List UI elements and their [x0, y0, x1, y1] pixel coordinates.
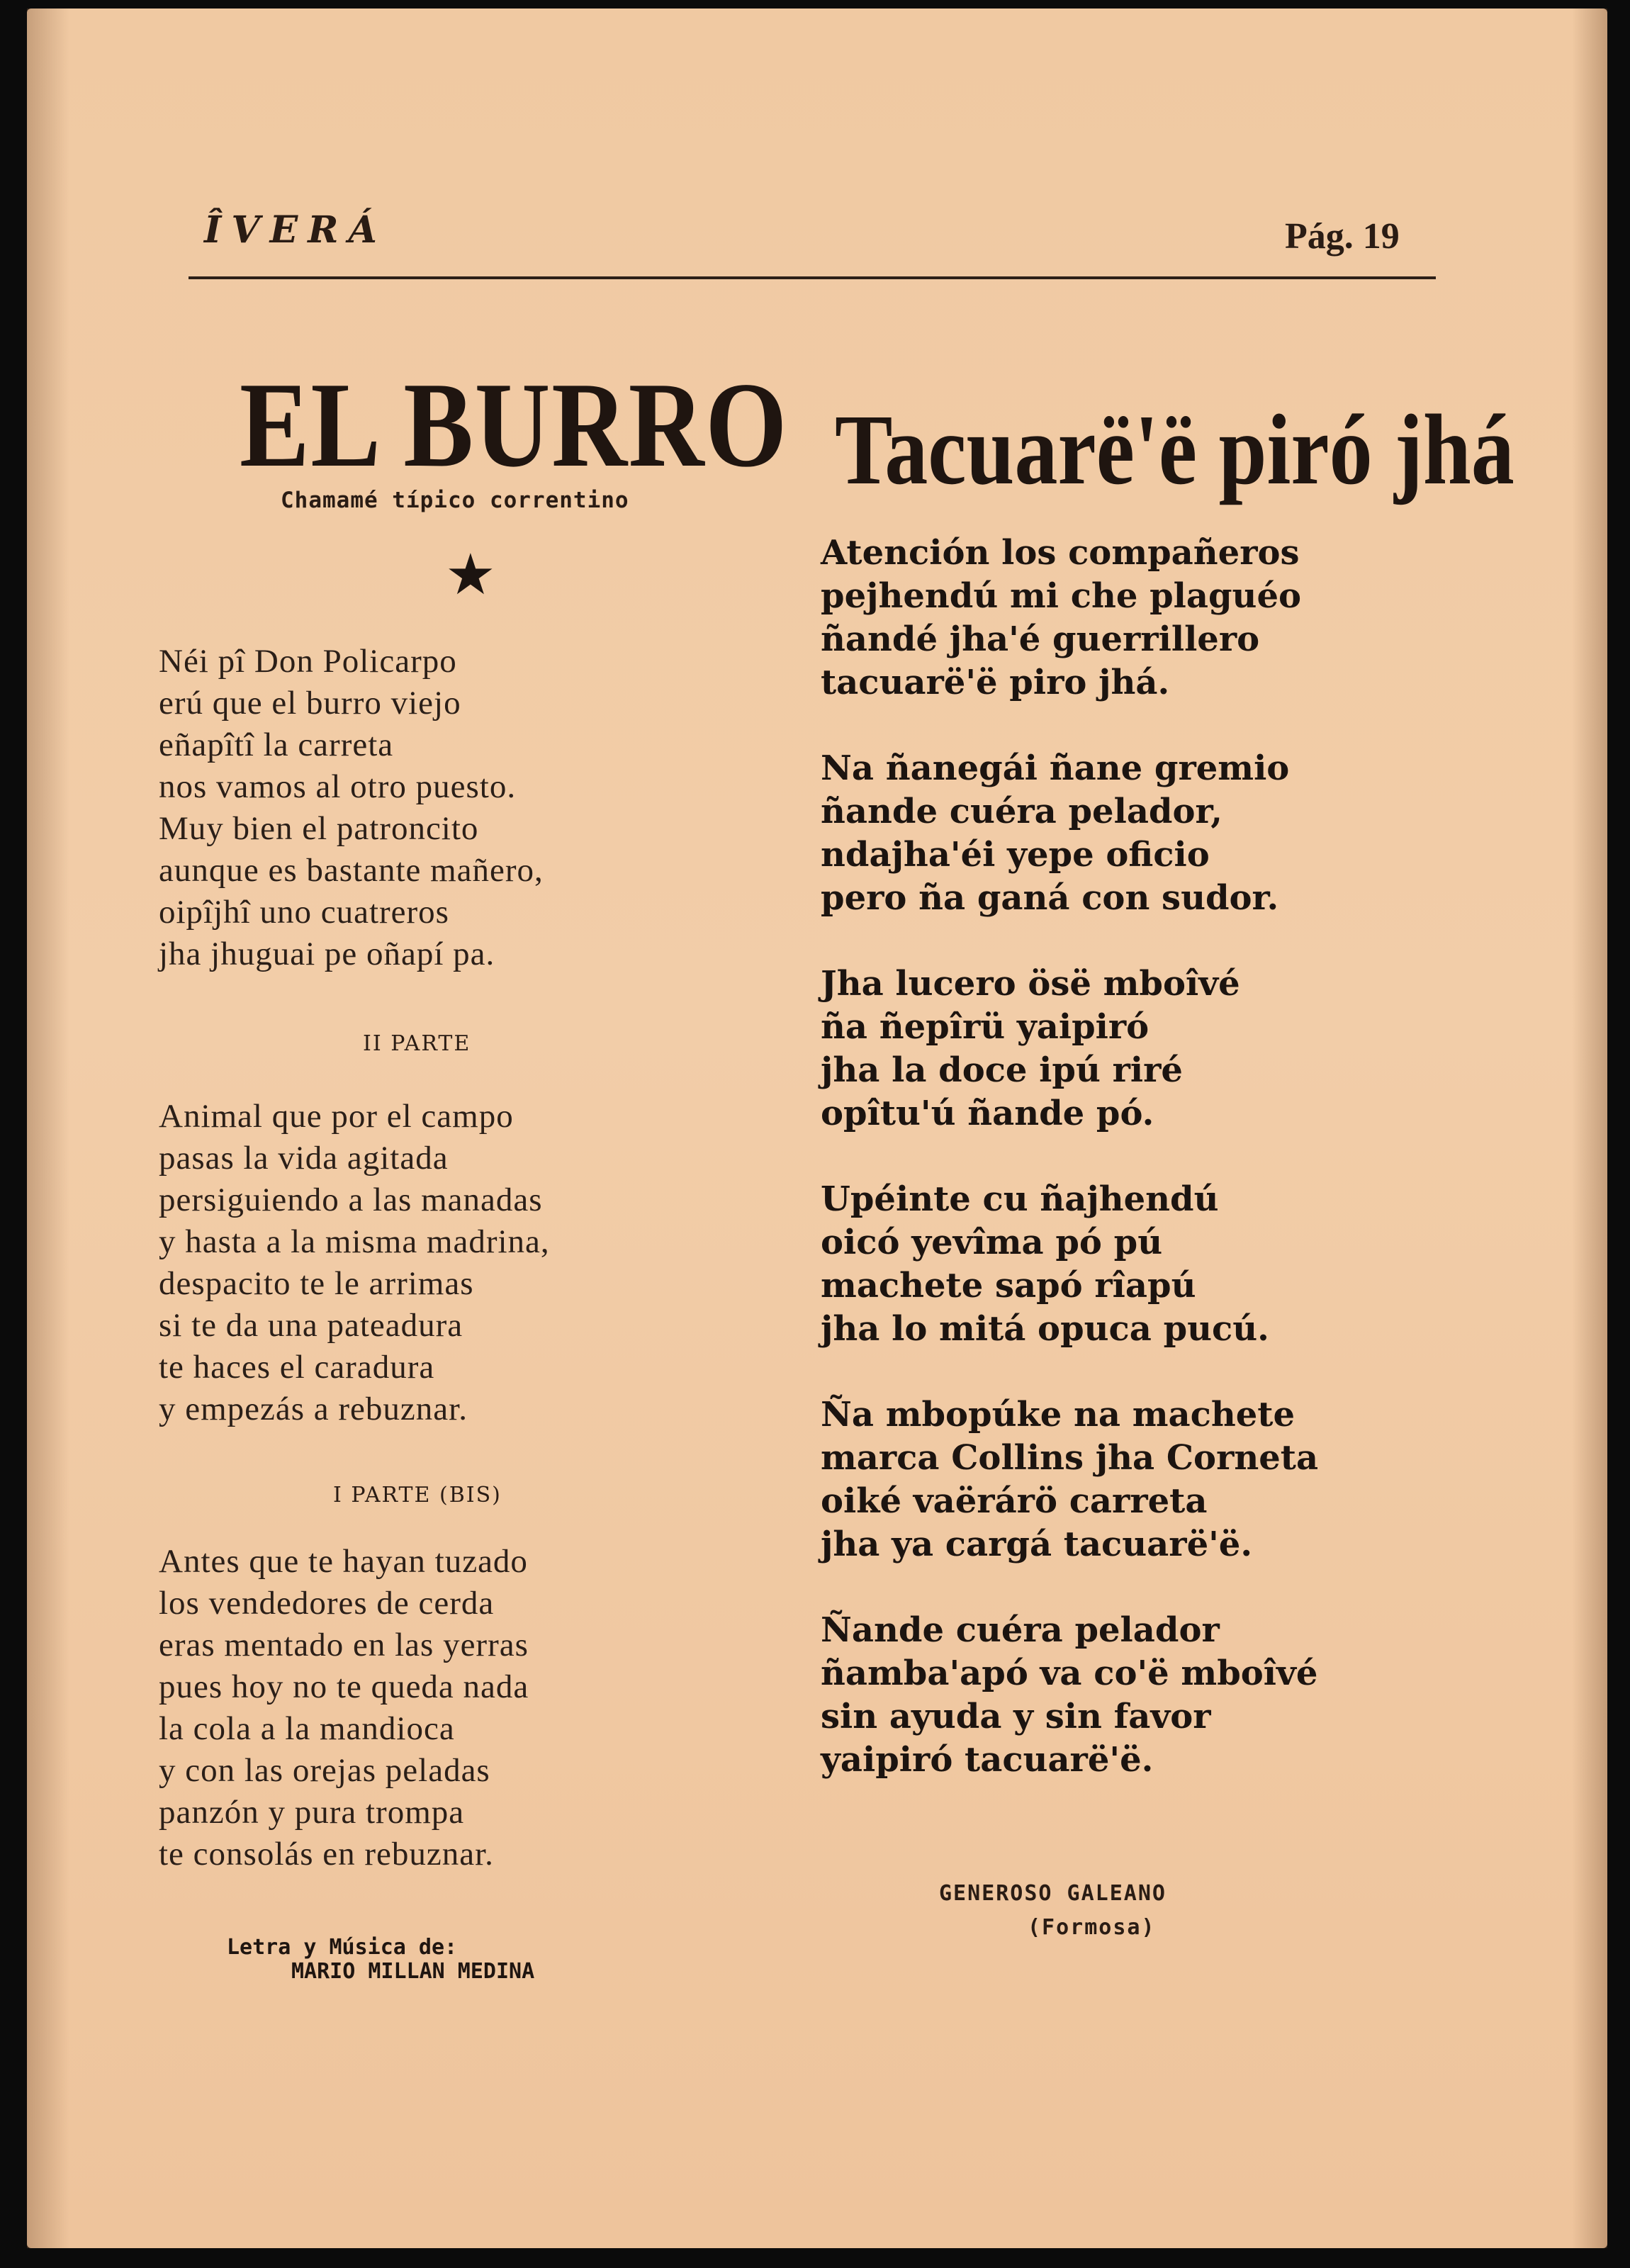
poem-line: oipîjhî uno cuatreros	[159, 894, 449, 931]
poem-line: te haces el caradura	[159, 1349, 435, 1386]
poem-line: nos vamos al otro puesto.	[159, 768, 517, 805]
poem-line: jha jhuguai pe oñapí pa.	[159, 936, 495, 972]
poem-line: Na ñanegái ñane gremio	[821, 748, 1290, 788]
poem-line: persiguiendo a las manadas	[159, 1181, 543, 1218]
poem-line: sin ayuda y sin favor	[821, 1697, 1211, 1736]
poem-line: si te da una pateadura	[159, 1307, 463, 1344]
poem-line: Upéinte cu ñajhendú	[821, 1179, 1219, 1219]
poem-line: yaipiró tacuarë'ë.	[821, 1740, 1154, 1780]
poem-line: ndajha'éi yepe oficio	[821, 835, 1210, 875]
poem-line: Ñande cuéra pelador	[821, 1610, 1220, 1650]
poem-line: Ña mbopúke na machete	[821, 1395, 1295, 1435]
right-stanza-2	[821, 747, 1458, 920]
credit-name: MARIO MILLAN MEDINA	[291, 1959, 535, 1984]
poem-line: y hasta a la misma madrina,	[159, 1223, 550, 1260]
poem-line: machete sapó rîapú	[821, 1266, 1196, 1306]
poem-line: jha ya cargá tacuarë'ë.	[821, 1525, 1253, 1564]
poem-line: ñamba'apó va co'ë mboîvé	[821, 1654, 1318, 1693]
left-stanza-1	[159, 641, 726, 975]
author-name: GENEROSO GALEANO	[939, 1881, 1167, 1906]
poem-line: Néi pî Don Policarpo	[159, 643, 457, 680]
left-stanza-2	[159, 1096, 726, 1430]
right-stanza-3	[821, 962, 1458, 1135]
poem-line: opîtu'ú ñande pó.	[821, 1094, 1154, 1133]
poem-line: eras mentado en las yerras	[159, 1627, 529, 1663]
page-number: Pág. 19	[1285, 216, 1400, 257]
left-stanza-3	[159, 1541, 726, 1875]
poem-line: jha la doce ipú riré	[821, 1050, 1183, 1090]
poem-line: pejhendú mi che plaguéo	[821, 576, 1301, 616]
poem-line: erú que el burro viejo	[159, 685, 461, 722]
poem-line: tacuarë'ë piro jhá.	[821, 663, 1170, 702]
right-stanza-5	[821, 1393, 1458, 1566]
credit-label: Letra y Música de:	[227, 1935, 458, 1960]
poem-line: y empezás a rebuznar.	[159, 1391, 468, 1427]
poem-line: panzón y pura trompa	[159, 1794, 465, 1831]
right-song-title: Tacuarë'ë piró jhá	[835, 393, 1514, 505]
poem-line: pero ña ganá con sudor.	[821, 878, 1279, 918]
poem-line: Jha lucero ösë mboîvé	[821, 964, 1240, 1004]
poem-line: ña ñepîrü yaipiró	[821, 1007, 1150, 1047]
section-heading-2: II PARTE	[363, 1031, 471, 1056]
left-song-title: EL BURRO	[240, 358, 789, 493]
poem-line: pasas la vida agitada	[159, 1140, 449, 1177]
right-stanza-1	[821, 532, 1458, 704]
poem-line: jha lo mitá opuca pucú.	[821, 1309, 1269, 1349]
poem-line: Animal que por el campo	[159, 1098, 514, 1135]
poem-line: y con las orejas peladas	[159, 1752, 490, 1789]
poem-line: los vendedores de cerda	[159, 1585, 495, 1622]
poem-line: marca Collins jha Corneta	[821, 1438, 1319, 1478]
left-song-subtitle: Chamamé típico correntino	[281, 488, 629, 513]
poem-line: eñapîtî la carreta	[159, 726, 394, 763]
poem-line: ñande cuéra pelador,	[821, 792, 1222, 831]
poem-line: despacito te le arrimas	[159, 1265, 474, 1302]
poem-line: te consolás en rebuznar.	[159, 1836, 494, 1873]
poem-line: ñandé jha'é guerrillero	[821, 619, 1260, 659]
right-stanza-6	[821, 1609, 1458, 1782]
right-stanza-4	[821, 1178, 1458, 1351]
poem-line: Atención los compañeros	[821, 533, 1300, 573]
poem-line: oicó yevîma pó pú	[821, 1223, 1163, 1262]
poem-line: Muy bien el patroncito	[159, 810, 479, 847]
poem-line: pues hoy no te queda nada	[159, 1668, 529, 1705]
poem-line: la cola a la mandioca	[159, 1710, 455, 1747]
author-place: (Formosa)	[1028, 1915, 1156, 1940]
section-heading-3: I PARTE (BIS)	[333, 1483, 502, 1508]
magazine-page	[27, 9, 1607, 2248]
poem-line: aunque es bastante mañero,	[159, 852, 544, 889]
right-song-body	[821, 532, 1458, 1824]
magazine-title: ÎVERÁ	[204, 208, 387, 252]
star-icon: ★	[445, 541, 496, 607]
header-divider	[189, 276, 1436, 279]
poem-line: Antes que te hayan tuzado	[159, 1543, 528, 1580]
poem-line: oiké vaërárö carreta	[821, 1481, 1208, 1521]
